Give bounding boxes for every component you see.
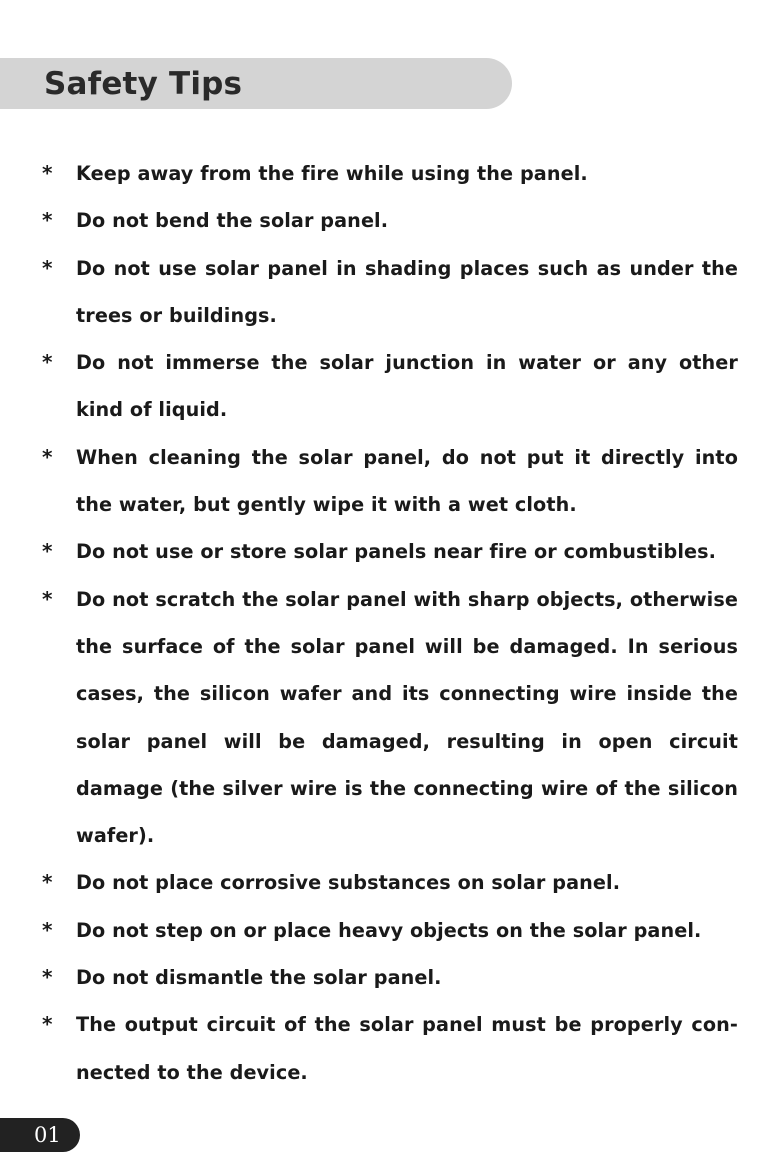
- list-item: [0, 576, 738, 860]
- tip-text: Do not use solar panel in shading places such as under the trees or buildings.: [76, 256, 738, 327]
- star-bullet-icon: *: [42, 350, 53, 375]
- star-bullet-icon: *: [42, 255, 53, 280]
- star-bullet-icon: *: [42, 161, 53, 185]
- tip-text: Do not scratch the solar panel with sharp objects, otherwise the surface of the solar panel will be damaged. In serious cases, the silicon wafer and its connecting wire inside the solar panel will be damaged, resulting in open circuit damage (the silver wire is the connecting wire of the silicon wafer).: [76, 587, 738, 848]
- star-bullet-icon: *: [42, 870, 53, 895]
- star-bullet-icon: *: [42, 539, 53, 564]
- tip-text: Do not place corrosive substances on solar panel.: [76, 871, 621, 895]
- page-number: 01: [34, 1123, 61, 1147]
- list-item: [0, 1001, 738, 1096]
- list-item: [0, 528, 738, 575]
- tip-text: The output circuit of the solar panel must be properly con-nected to the device.: [76, 1013, 738, 1084]
- tip-text: When cleaning the solar panel, do not put it directly into the water, but gently wipe it with a wet cloth.: [76, 445, 738, 517]
- list-item: [0, 339, 738, 434]
- star-bullet-icon: *: [42, 586, 53, 611]
- page-title: Safety Tips: [44, 66, 243, 102]
- list-item: [0, 150, 738, 197]
- star-bullet-icon: *: [42, 444, 53, 469]
- tip-text: Do not immerse the solar junction in water or any other kind of liquid.: [76, 351, 738, 422]
- star-bullet-icon: *: [42, 208, 53, 233]
- list-item: [0, 245, 738, 340]
- list-item: [0, 197, 738, 244]
- star-bullet-icon: *: [42, 917, 53, 942]
- tip-text: Do not step on or place heavy objects on the solar panel.: [76, 918, 702, 942]
- list-item: [0, 954, 738, 1001]
- safety-tips-list: [0, 150, 784, 1096]
- list-item: [0, 434, 738, 529]
- star-bullet-icon: *: [42, 965, 53, 990]
- star-bullet-icon: *: [42, 1012, 53, 1037]
- list-item: [0, 907, 738, 954]
- tip-text: Do not use or store solar panels near fire or combustibles.: [76, 540, 717, 564]
- tip-text: Do not bend the solar panel.: [76, 209, 389, 233]
- tip-text: Keep away from the fire while using the panel.: [76, 162, 588, 185]
- list-item: [0, 859, 738, 906]
- tip-text: Do not dismantle the solar panel.: [76, 966, 442, 990]
